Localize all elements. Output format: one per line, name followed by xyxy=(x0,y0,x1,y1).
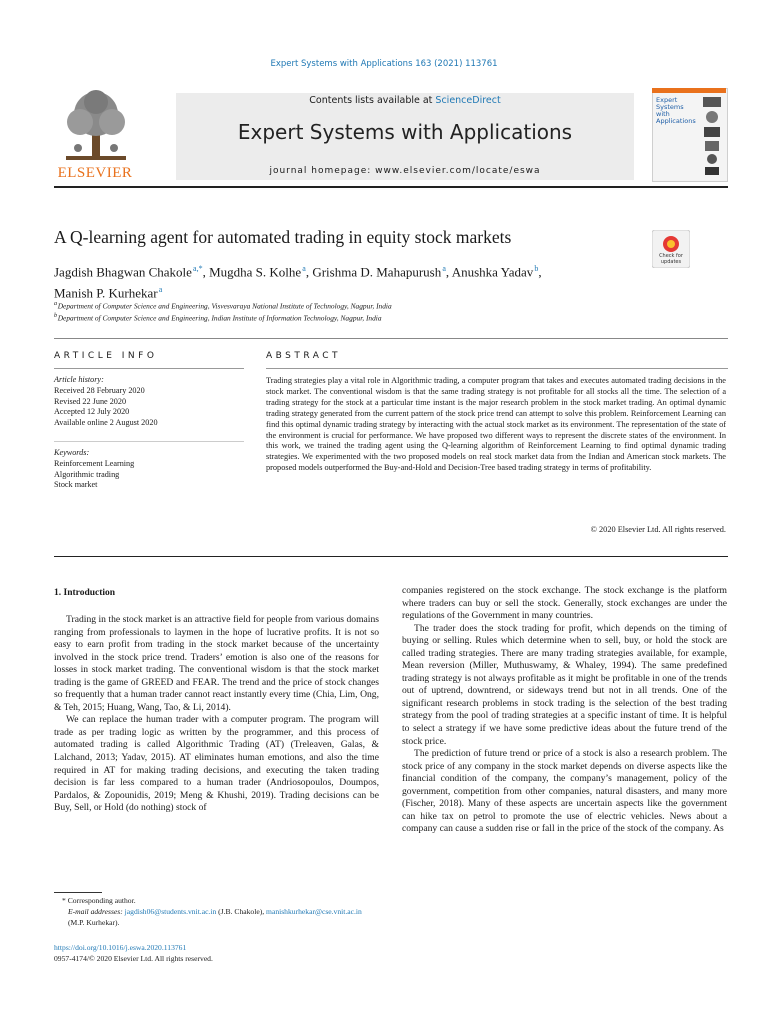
journal-reference-link[interactable]: Expert Systems with Applications 163 (2021) 113761 xyxy=(270,59,498,69)
email-link[interactable]: manishkurhekar@cse.vnit.ac.in xyxy=(266,907,362,916)
article-info-heading: ARTICLE INFO xyxy=(54,351,158,361)
email-label: E-mail addresses: xyxy=(68,907,123,916)
cover-title: Expert Systems with Applications xyxy=(656,96,696,125)
footnote-rule xyxy=(54,892,102,893)
check-for-updates-label: Check for updates xyxy=(659,253,683,265)
author-affil-marker[interactable]: a xyxy=(158,285,163,295)
body-rule xyxy=(54,556,728,557)
affiliation-item xyxy=(54,311,694,323)
doi-block xyxy=(54,942,379,964)
header-rule xyxy=(54,186,728,188)
author-list: Jagdish Bhagwan Chakole $^{a,*}$, Mugdha S. Kolhe $^a$, Grishma D. Mahapurush $^a$, Anushka Yadav $^b$, Manish P. Kurhekar $^a$ xyxy=(54,264,542,301)
corresponding-author-note: * Corresponding author. xyxy=(62,896,136,905)
author-name[interactable]: Jagdish Bhagwan Chakole xyxy=(54,264,192,280)
journal-homepage[interactable]: journal homepage: www.elsevier.com/locate/eswa xyxy=(269,166,541,176)
section-heading: 1. Introduction xyxy=(54,588,116,598)
elsevier-wordmark: ELSEVIER xyxy=(57,165,133,181)
check-for-updates-icon[interactable] xyxy=(652,230,690,268)
affiliation-item xyxy=(54,299,694,311)
article-title: A Q-learning agent for automated trading in equity stock markets xyxy=(54,227,512,247)
paragraph: The prediction of future trend or price of a stock is also a research problem. The stock price of any company in the stock market depends on diverse aspects like the financial condition of the company, the company’s management, policy of the government, competition from other companies, natural disasters, and many more (Fischer, 2018). Many of these aspects are uncertain aspects like the government can hike tax on petrol to promote the use of electric vehicles. News about a company can cause a sudden rise or fall in the price of the stock of the company. As xyxy=(402,748,727,835)
body-column-right xyxy=(402,585,727,836)
affiliation-text: Department of Computer Science and Engineering, Indian Institute of Information Technology, Nagpur, India xyxy=(57,313,382,323)
author-affil-marker[interactable]: b xyxy=(534,264,539,273)
contents-prefix: Contents lists available at xyxy=(309,95,436,106)
journal-title: Expert Systems with Applications xyxy=(237,120,573,144)
keywords-rule xyxy=(54,441,244,442)
keywords-label: Keywords: xyxy=(54,448,90,457)
email-owner: (M.P. Kurhekar). xyxy=(68,918,120,927)
author-name[interactable]: Anushka Yadav xyxy=(451,264,534,280)
history-item: Received 28 February 2020 xyxy=(54,385,145,395)
article-info-rule xyxy=(54,368,244,369)
author-name[interactable]: Mugdha S. Kolhe xyxy=(209,264,302,280)
keywords xyxy=(54,448,244,491)
keyword-item: Reinforcement Learning xyxy=(54,458,135,468)
affiliations xyxy=(54,299,694,324)
abstract-rule xyxy=(266,368,728,369)
author-affil-marker[interactable]: a xyxy=(302,264,306,273)
sciencedirect-link[interactable]: ScienceDirect xyxy=(435,95,501,106)
history-item: Accepted 12 July 2020 xyxy=(54,407,130,417)
doi-link[interactable]: https://doi.org/10.1016/j.eswa.2020.113761 xyxy=(54,943,187,952)
author-name[interactable]: Grishma D. Mahapurush xyxy=(312,264,442,280)
paragraph: We can replace the human trader with a computer program. The program will trade as per trading logic as written by the programmer, and this process of automated trading is called Algorithmic Trading (AT) (Treleaven, Galas, & Lalchand, 2013; Yadav, 2015). AT eliminates human emotions, and also the time required in AT for making trading decisions, and executing the taken trading decision is far less compared to a human trader (Andriosopoulos, Doumpos, Pardalos, & Zopounidis, 2019; Meng & Khushi, 2019). Trading decisions can be Buy, Sell, or Hold (do nothing) stock of xyxy=(54,714,379,814)
paragraph-continuation: companies registered on the stock exchange. The stock exchange is the platform where traders can buy or sell the stock. Generally, stock exchanges are under the regulations of the Government in many countries. xyxy=(402,585,727,622)
keyword-item: Algorithmic trading xyxy=(54,469,120,479)
email-link[interactable]: jagdish06@students.vnit.ac.in xyxy=(124,907,217,916)
history-item: Revised 22 June 2020 xyxy=(54,396,127,406)
info-rule xyxy=(54,338,728,339)
abstract-text: Trading strategies play a vital role in Algorithmic trading, a computer program that takes and executes automated trading decisions in the stock market. The conventional wisdom is that the same trading strategy is not profitable for all stocks all the time. The selection of a trading strategy for the stock at a particular time instant is the major research problem in the stock market trading. An optimal dynamic trading strategy generated from the current pattern of the stock price trend can attempt to solve this problem. Reinforcement Learning can find this optimal dynamic trading strategy by interacting with the actual stock market as its environment. The representation of the state of the environment is crucial for performance. We have proposed two different ways to represent the discrete states of the environment. In this work, we trained the trading agent using the Q-learning algorithm of Reinforcement Learning to find optimal dynamic trading strategies. We experimented with the two proposed models on real stock market data from the Indian and American stock markets. The proposed models outperformed the Buy-and-Hold and Decision-Tree based trading strategy in terms of profitability. xyxy=(266,376,726,473)
history-label: Article history: xyxy=(54,375,104,384)
contents-line xyxy=(176,95,634,106)
cover-stripe xyxy=(652,88,726,93)
body-column-left xyxy=(54,614,379,815)
affiliation-text: Department of Computer Science and Engineering, Visvesvaraya National Institute of Technology, Nagpur, India xyxy=(57,301,392,311)
abstract-copyright: © 2020 Elsevier Ltd. All rights reserved. xyxy=(590,525,726,534)
affiliation-marker: a xyxy=(54,301,58,307)
author-name[interactable]: Manish P. Kurhekar xyxy=(54,285,158,301)
email-owner: (J.B. Chakole), xyxy=(218,907,265,916)
history-item: Available online 2 August 2020 xyxy=(54,418,158,428)
keyword-item: Stock market xyxy=(54,480,98,490)
footnote xyxy=(54,895,379,928)
cover-icons xyxy=(701,93,725,177)
article-history xyxy=(54,375,244,429)
author-affil-marker[interactable]: a xyxy=(442,264,446,273)
journal-cover-thumbnail[interactable] xyxy=(652,88,728,182)
issn-line: 0957-4174/© 2020 Elsevier Ltd. All rights reserved. xyxy=(54,954,213,963)
paragraph: The trader does the stock trading for profit, which depends on the timing of buying or selling. Rules which determine when to sell, buy, or hold the stock are called trading strategies. There are many trading strategies available, for example, Mean reversion (Miller, Muthuswamy, & Whaley, 1994). The same predefined trading strategy is not always profitable as it might be profitable in one of the trends out of uptrend, downtrend, or sideways trend but not in all trends. One of the significant research problems in stock trading is the selection of the best trading strategy from the pool of trading strategies at a specific instant of time. It is helpful to select a strategy if we have some predictive ideas about the future trend of the stock price. xyxy=(402,622,727,747)
abstract-heading: ABSTRACT xyxy=(266,351,342,361)
affiliation-marker: b xyxy=(54,313,58,320)
paragraph: Trading in the stock market is an attractive field for people from various domains ranging from professionals to laymen in the hope of lucrative profits. It is not so easy to earn profit from trading in the stock market because of the uncertainty involved in the stock price trend. Traders’ emotion is also one of the reasons for losses in stock market trading. The conventional wisdom is that the stock market trading is the game of GREED and FEAR. The trend and the price of stock changes so frequently that a human trader cannot react instantly every time (Chia, Lim, Ong, & Teh, 2015; Huang, Wang, Tao, & Li, 2014). xyxy=(54,614,379,713)
author-affil-marker[interactable]: a,* xyxy=(193,264,203,273)
